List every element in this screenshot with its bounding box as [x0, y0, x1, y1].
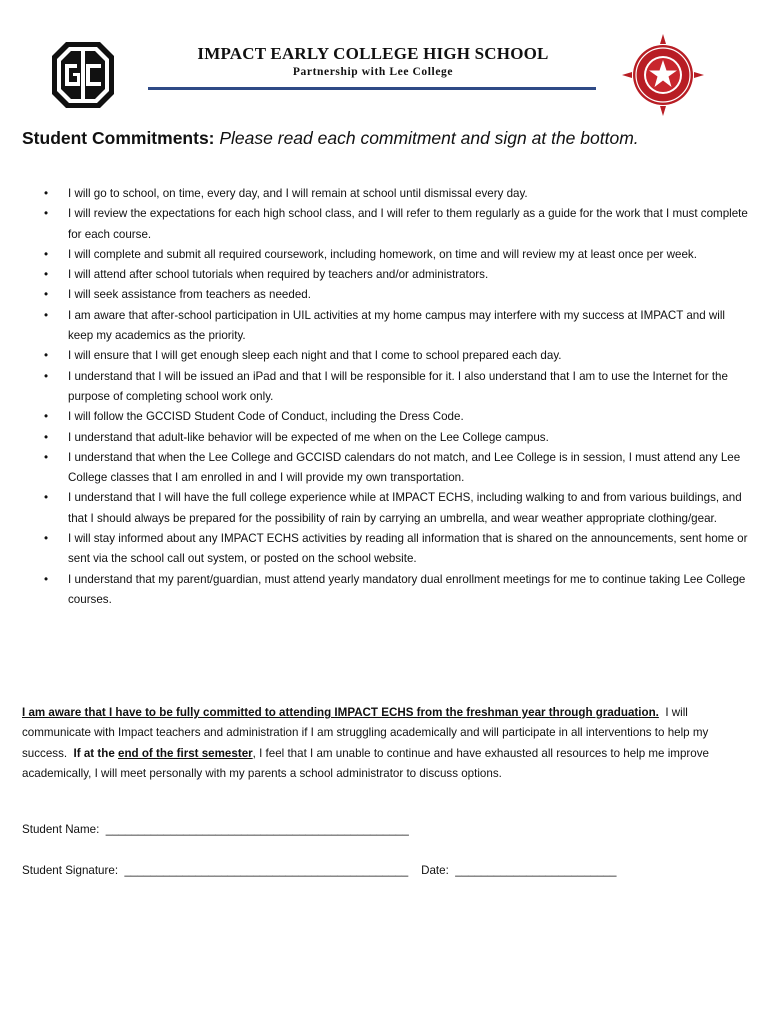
- awareness-text-2: , I feel that I am unable to continue and have exhausted all resources to help me improve academically, I will meet personally with my parents a school administrator to discuss options.: [22, 746, 709, 780]
- heading-instruction: Please read each commitment and sign at the bottom.: [219, 128, 639, 148]
- commitment-item: [44, 204, 749, 245]
- school-logo-gc: [50, 40, 116, 110]
- bullet-icon: •: [44, 247, 49, 261]
- commitment-item: [44, 407, 749, 427]
- bullet-icon: •: [44, 450, 49, 464]
- bullet-icon: •: [44, 349, 49, 363]
- commitment-text: I will go to school, on time, every day, and I will remain at school until dismissal every day.: [68, 187, 528, 200]
- student-signature-row: [22, 864, 616, 877]
- commitment-text: I am aware that after-school participation in UIL activities at my home campus may interfere with my success at IMPACT and will keep my academics as the priority.: [68, 308, 726, 343]
- commitment-statement: I am aware that I have to be fully committed to attending IMPACT ECHS from the freshman year through graduation.: [22, 706, 659, 719]
- commitment-item: [44, 428, 749, 448]
- commitment-text: I will complete and submit all required coursework, including homework, on time and will review my at least once per week.: [68, 247, 697, 261]
- header-divider: [148, 87, 596, 90]
- student-name-field[interactable]: _______________________________________________: [105, 823, 409, 836]
- commitment-text: I will attend after school tutorials when required by teachers and/or administrators.: [68, 268, 489, 282]
- date-field[interactable]: _________________________: [455, 864, 617, 877]
- commitment-text: I understand that I will have the full college experience while at IMPACT ECHS, including walking to and from various buildings, and that I should always be prepared for the possibility of rain by carrying an umbrella, and wear weather appropriate clothing/gear.: [68, 491, 742, 525]
- heading-label: Student Commitments:: [22, 128, 215, 148]
- bullet-icon: •: [44, 308, 49, 322]
- bullet-icon: •: [44, 288, 49, 302]
- bullet-icon: •: [44, 491, 49, 505]
- commitment-text: I will review the expectations for each high school class, and I will refer to them regularly as a guide for the work that I must complete for each course.: [68, 207, 748, 241]
- bullet-icon: •: [44, 268, 49, 282]
- commitments-heading: [22, 128, 639, 149]
- commitment-text: I understand that my parent/guardian, must attend yearly mandatory dual enrollment meetings for me to continue taking Lee College courses.: [68, 572, 746, 606]
- commitment-text: I will stay informed about any IMPACT ECHS activities by reading all information that is shared on the announcements, sent home or sent via the school call out system, or posted on the school website.: [68, 532, 748, 566]
- commitment-text: I will follow the GCCISD Student Code of Conduct, including the Dress Code.: [68, 410, 464, 424]
- school-name: IMPACT EARLY COLLEGE HIGH SCHOOL: [197, 44, 549, 63]
- commitment-item: [44, 367, 749, 408]
- student-name-row: [22, 823, 409, 836]
- partnership-subtitle: Partnership with Lee College: [292, 66, 454, 78]
- commitment-item: [44, 529, 749, 570]
- commitments-list: [44, 184, 749, 610]
- bullet-icon: •: [44, 207, 49, 221]
- commitment-item: [44, 245, 749, 265]
- commitment-text: I will seek assistance from teachers as needed.: [68, 288, 311, 302]
- bullet-icon: •: [44, 430, 49, 444]
- commitment-item: [44, 570, 749, 611]
- commitment-text: I understand that when the Lee College and GCCISD calendars do not match, and Lee College is in session, I must attend any Lee College classes that I am enrolled in and I will provide my own transportation.: [68, 450, 741, 485]
- awareness-text-1: I will communicate with Impact teachers and administration if I am struggling academically and will participate in all interventions to help my success.: [22, 706, 712, 760]
- first-semester-emphasis: end of the first semester: [118, 746, 253, 760]
- commitment-item: [44, 265, 749, 285]
- bullet-icon: •: [44, 187, 49, 200]
- commitment-item: [44, 346, 749, 366]
- awareness-paragraph: [22, 703, 746, 784]
- red-star-seal-icon: [622, 34, 704, 116]
- bullet-icon: •: [44, 532, 49, 546]
- commitment-item: [44, 306, 749, 347]
- student-signature-field[interactable]: ____________________________________________: [124, 864, 409, 877]
- date-label: Date:: [408, 864, 456, 877]
- awareness-bold-1: If at the: [73, 746, 118, 760]
- bullet-icon: •: [44, 369, 49, 383]
- commitment-item: [44, 184, 749, 204]
- commitment-item: [44, 285, 749, 305]
- commitment-item: [44, 488, 749, 529]
- commitment-item: [44, 448, 749, 489]
- bullet-icon: •: [44, 410, 49, 424]
- commitment-text: I understand that I will be issued an iPad and that I will be responsible for it. I also understand that I am to use the Internet for the purpose of completing school work only.: [68, 369, 728, 403]
- bullet-icon: •: [44, 572, 49, 586]
- student-name-label: Student Name:: [22, 823, 106, 836]
- commitment-text: I will ensure that I will get enough sleep each night and that I come to school prepared each day.: [68, 349, 562, 363]
- student-signature-label: Student Signature:: [22, 864, 125, 877]
- commitment-text: I understand that adult-like behavior will be expected of me when on the Lee College campus.: [68, 430, 549, 444]
